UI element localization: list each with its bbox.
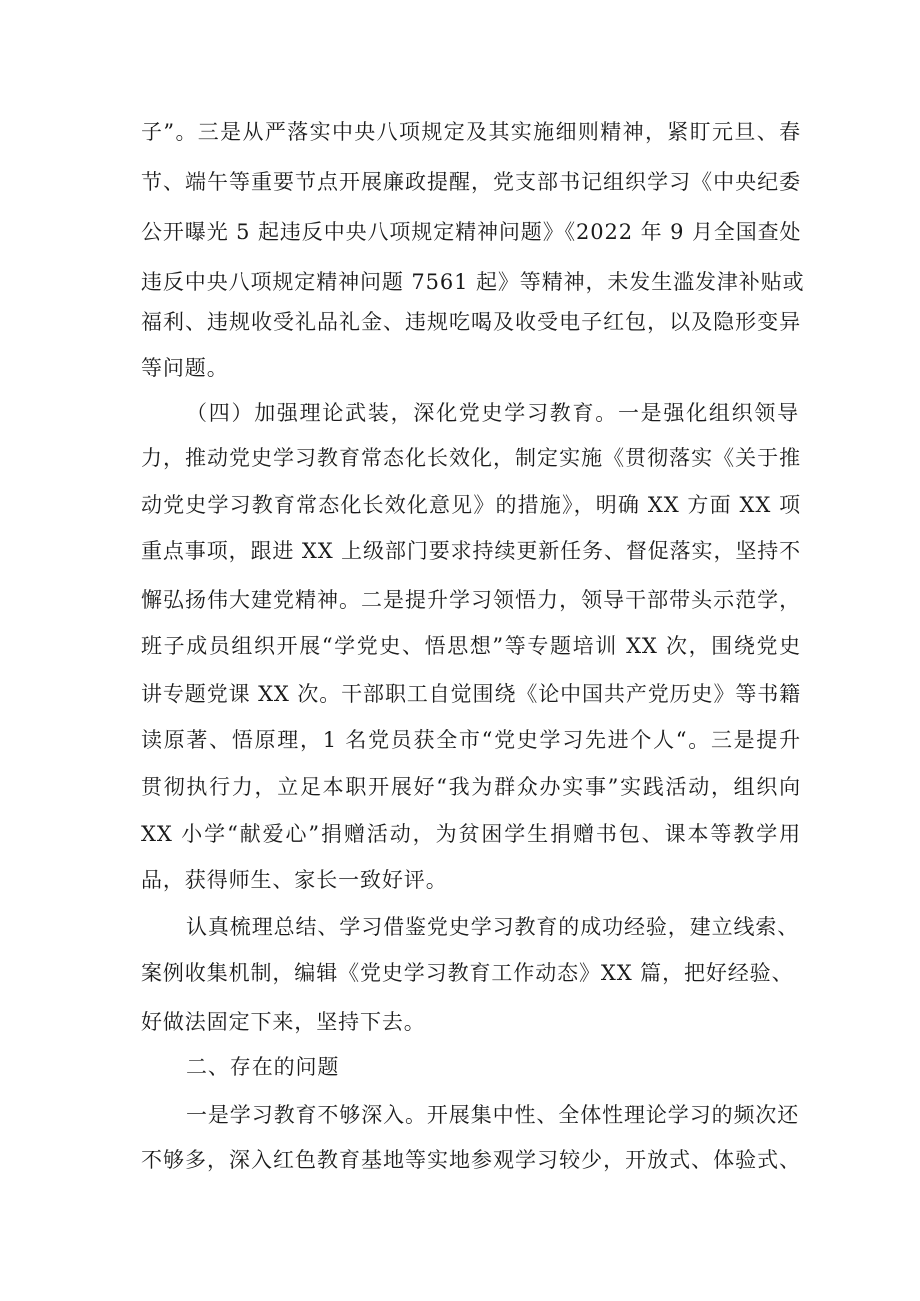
text-line: 等问题。 xyxy=(141,356,229,380)
text-line: 违反中央八项规定精神问题 7561 起》等精神，未发生滥发津补贴或 xyxy=(141,270,805,294)
text-line: 福利、违规收受礼品礼金、违规吃喝及收受电子红包，以及隐形变异 xyxy=(141,310,801,334)
text-line: 公开曝光 5 起违反中央八项规定精神问题》《2022 年 9 月全国查处 xyxy=(141,220,802,244)
paragraph-first-line: 一是学习教育不够深入。开展集中性、全体性理论学习的频次还 xyxy=(186,1103,800,1127)
text-line: 案例收集机制，编辑《党史学习教育工作动态》XX 篇，把好经验、 xyxy=(141,961,794,985)
text-line: 节、端午等重要节点开展廉政提醒，党支部书记组织学习《中央纪委 xyxy=(141,170,801,194)
text-line: 品，获得师生、家长一致好评。 xyxy=(141,868,448,892)
text-line: 读原著、悟原理，1 名党员获全市“党史学习先进个人“。三是提升 xyxy=(141,728,801,752)
text-line: XX 小学“献爱心”捐赠活动，为贫困学生捐赠书包、课本等教学用 xyxy=(141,822,801,846)
text-line: 重点事项，跟进 XX 上级部门要求持续更新任务、督促落实，坚持不 xyxy=(141,539,802,563)
text-line: 动党史学习教育常态化长效化意见》的措施》，明确 XX 方面 XX 项 xyxy=(141,493,801,517)
section-heading-line: （四）加强理论武装，深化党史学习教育。一是强化组织领导 xyxy=(186,401,799,425)
text-line: 贯彻执行力，立足本职开展好“我为群众办实事”实践活动，组织向 xyxy=(141,775,801,799)
text-line: 子”。三是从严落实中央八项规定及其实施细则精神，紧盯元旦、春 xyxy=(141,120,801,144)
text-line: 好做法固定下来，坚持下去。 xyxy=(141,1010,426,1034)
paragraph-first-line: 认真梳理总结、学习借鉴党史学习教育的成功经验，建立线索、 xyxy=(186,915,800,939)
text-line: 不够多，深入红色教育基地等实地参观学习较少，开放式、体验式、 xyxy=(141,1148,801,1172)
text-line: 力，推动党史学习教育常态化长效化，制定实施《贯彻落实《关于推 xyxy=(141,446,801,470)
text-line: 讲专题党课 XX 次。干部职工自觉围绕《论中国共产党历史》等书籍 xyxy=(141,682,802,706)
section-title: 二、存在的问题 xyxy=(186,1055,340,1079)
text-line: 班子成员组织开展“学党史、悟思想”等专题培训 XX 次，围绕党史 xyxy=(141,634,801,658)
text-line: 懈弘扬伟大建党精神。二是提升学习领悟力，领导干部带头示范学， xyxy=(141,588,801,612)
